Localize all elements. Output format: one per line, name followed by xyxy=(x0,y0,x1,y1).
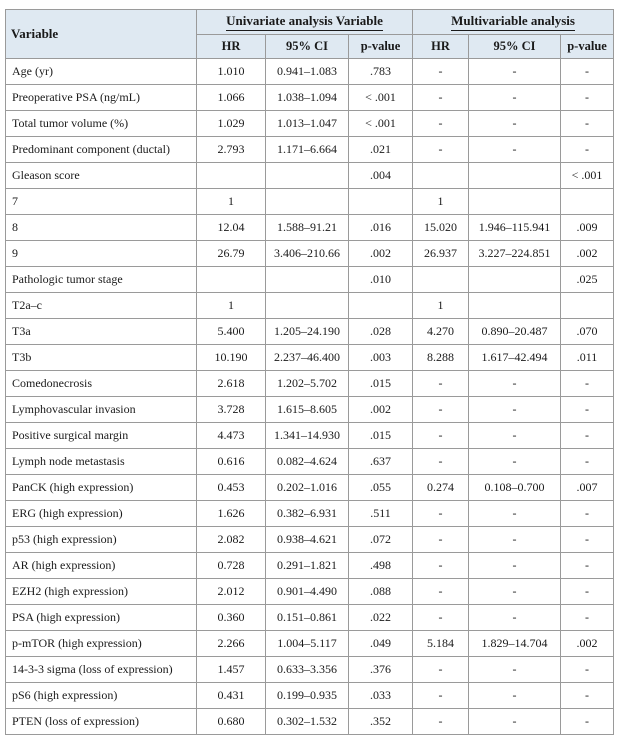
table-row xyxy=(6,553,614,579)
multivariable-ci-cell: - xyxy=(469,605,561,631)
multivariable-ci-cell: - xyxy=(469,59,561,85)
multivariable-pvalue-cell: - xyxy=(561,371,614,397)
multivariable-hr-cell: - xyxy=(413,657,469,683)
multivariable-pvalue-cell: - xyxy=(561,553,614,579)
multivariable-ci-cell: - xyxy=(469,371,561,397)
univariate-pvalue-cell: .637 xyxy=(349,449,413,475)
multivariable-group-header xyxy=(413,10,614,35)
variable-cell: Gleason score xyxy=(6,163,197,189)
table-row xyxy=(6,605,614,631)
table-row xyxy=(6,475,614,501)
univariate-ci-cell xyxy=(266,163,349,189)
multivariable-ci-cell xyxy=(469,293,561,319)
univariate-pvalue-cell xyxy=(349,189,413,215)
multivariable-ci-cell: 1.946–115.941 xyxy=(469,215,561,241)
table-row xyxy=(6,631,614,657)
multivariable-hr-cell: - xyxy=(413,527,469,553)
univariate-pvalue-cell: .049 xyxy=(349,631,413,657)
multivariable-hr-cell: - xyxy=(413,605,469,631)
variable-cell: Comedonecrosis xyxy=(6,371,197,397)
multivariable-pvalue-cell xyxy=(561,293,614,319)
multivariable-pvalue-cell: < .001 xyxy=(561,163,614,189)
univariate-pvalue-cell: < .001 xyxy=(349,111,413,137)
table-row xyxy=(6,371,614,397)
multivariable-pvalue-cell: .009 xyxy=(561,215,614,241)
univariate-hr-cell: 1 xyxy=(197,189,266,215)
multivariable-hr-cell: - xyxy=(413,553,469,579)
univariate-pvalue-cell: .055 xyxy=(349,475,413,501)
univariate-hr-header: HR xyxy=(197,35,266,59)
variable-cell: pS6 (high expression) xyxy=(6,683,197,709)
univariate-hr-cell: 10.190 xyxy=(197,345,266,371)
univariate-ci-cell xyxy=(266,267,349,293)
univariate-pvalue-cell: .003 xyxy=(349,345,413,371)
multivariable-pvalue-cell: .002 xyxy=(561,241,614,267)
univariate-hr-cell: 1.029 xyxy=(197,111,266,137)
variable-cell: Preoperative PSA (ng/mL) xyxy=(6,85,197,111)
multivariable-ci-cell: - xyxy=(469,449,561,475)
multivariable-hr-cell: - xyxy=(413,449,469,475)
univariate-hr-cell: 3.728 xyxy=(197,397,266,423)
multivariable-pvalue-cell xyxy=(561,189,614,215)
multivariable-ci-cell: - xyxy=(469,709,561,735)
variable-cell: ERG (high expression) xyxy=(6,501,197,527)
multivariable-hr-cell: - xyxy=(413,137,469,163)
univariate-ci-cell: 0.202–1.016 xyxy=(266,475,349,501)
univariate-pvalue-cell: .002 xyxy=(349,241,413,267)
multivariable-hr-cell: - xyxy=(413,397,469,423)
variable-cell: Lymph node metastasis xyxy=(6,449,197,475)
univariate-pvalue-cell: .376 xyxy=(349,657,413,683)
multivariable-hr-cell: - xyxy=(413,111,469,137)
univariate-pvalue-cell: .015 xyxy=(349,423,413,449)
table-row xyxy=(6,449,614,475)
multivariable-ci-cell: - xyxy=(469,553,561,579)
univariate-hr-cell: 0.453 xyxy=(197,475,266,501)
table-row xyxy=(6,189,614,215)
univariate-hr-cell: 12.04 xyxy=(197,215,266,241)
multivariable-pvalue-cell: - xyxy=(561,501,614,527)
univariate-ci-cell: 0.199–0.935 xyxy=(266,683,349,709)
multivariable-pvalue-cell: - xyxy=(561,527,614,553)
table-row xyxy=(6,397,614,423)
table-row xyxy=(6,85,614,111)
table-row xyxy=(6,579,614,605)
multivariable-hr-cell: 5.184 xyxy=(413,631,469,657)
variable-cell: Total tumor volume (%) xyxy=(6,111,197,137)
variable-cell: T2a–c xyxy=(6,293,197,319)
univariate-ci-cell: 1.004–5.117 xyxy=(266,631,349,657)
multivariable-ci-cell: - xyxy=(469,527,561,553)
variable-cell: 9 xyxy=(6,241,197,267)
univariate-pvalue-cell: .072 xyxy=(349,527,413,553)
multivariable-hr-cell: - xyxy=(413,423,469,449)
multivariable-pvalue-cell: - xyxy=(561,59,614,85)
univariate-pvalue-cell: .022 xyxy=(349,605,413,631)
table-row xyxy=(6,111,614,137)
results-table xyxy=(5,9,614,735)
univariate-hr-cell: 2.082 xyxy=(197,527,266,553)
univariate-pvalue-cell: .021 xyxy=(349,137,413,163)
header-group-row xyxy=(6,10,614,35)
multivariable-pvalue-cell: - xyxy=(561,657,614,683)
multivariable-hr-cell: - xyxy=(413,59,469,85)
univariate-hr-cell xyxy=(197,267,266,293)
table-row xyxy=(6,527,614,553)
multivariable-hr-cell: - xyxy=(413,85,469,111)
univariate-pvalue-cell: .511 xyxy=(349,501,413,527)
variable-cell: 14-3-3 sigma (loss of expression) xyxy=(6,657,197,683)
multivariable-hr-cell: 4.270 xyxy=(413,319,469,345)
variable-column-header: Variable xyxy=(6,10,197,59)
variable-cell: EZH2 (high expression) xyxy=(6,579,197,605)
univariate-ci-cell: 0.082–4.624 xyxy=(266,449,349,475)
univariate-pvalue-cell: .002 xyxy=(349,397,413,423)
variable-cell: AR (high expression) xyxy=(6,553,197,579)
univariate-ci-cell: 0.938–4.621 xyxy=(266,527,349,553)
multivariable-hr-cell: - xyxy=(413,371,469,397)
multivariable-ci-cell: - xyxy=(469,397,561,423)
univariate-pvalue-cell xyxy=(349,293,413,319)
univariate-hr-cell: 2.793 xyxy=(197,137,266,163)
univariate-ci-cell: 0.302–1.532 xyxy=(266,709,349,735)
multivariable-pvalue-cell: - xyxy=(561,85,614,111)
multivariable-ci-cell: - xyxy=(469,85,561,111)
multivariable-pvalue-cell: - xyxy=(561,397,614,423)
univariate-ci-cell: 1.013–1.047 xyxy=(266,111,349,137)
univariate-ci-cell xyxy=(266,293,349,319)
table-row xyxy=(6,293,614,319)
variable-cell: p53 (high expression) xyxy=(6,527,197,553)
univariate-hr-cell: 26.79 xyxy=(197,241,266,267)
univariate-hr-cell: 1.066 xyxy=(197,85,266,111)
univariate-hr-cell: 1 xyxy=(197,293,266,319)
univariate-ci-cell: 1.202–5.702 xyxy=(266,371,349,397)
multivariable-pvalue-cell: - xyxy=(561,423,614,449)
univariate-pvalue-cell: .028 xyxy=(349,319,413,345)
multivariable-ci-cell: - xyxy=(469,579,561,605)
multivariable-ci-cell xyxy=(469,163,561,189)
multivariable-pvalue-cell: .025 xyxy=(561,267,614,293)
multivariable-pvalue-cell: - xyxy=(561,605,614,631)
univariate-pvalue-cell: .010 xyxy=(349,267,413,293)
table-row xyxy=(6,267,614,293)
table-row xyxy=(6,137,614,163)
univariate-hr-cell: 2.618 xyxy=(197,371,266,397)
multivariable-pvalue-header: p-value xyxy=(561,35,614,59)
variable-cell: 7 xyxy=(6,189,197,215)
table-row xyxy=(6,423,614,449)
table-row xyxy=(6,241,614,267)
univariate-pvalue-cell: .016 xyxy=(349,215,413,241)
univariate-ci-cell: 0.633–3.356 xyxy=(266,657,349,683)
univariate-pvalue-cell: .352 xyxy=(349,709,413,735)
univariate-ci-cell: 1.205–24.190 xyxy=(266,319,349,345)
univariate-hr-cell xyxy=(197,163,266,189)
variable-cell: PSA (high expression) xyxy=(6,605,197,631)
univariate-ci-cell: 0.941–1.083 xyxy=(266,59,349,85)
variable-cell: Pathologic tumor stage xyxy=(6,267,197,293)
variable-cell: Positive surgical margin xyxy=(6,423,197,449)
multivariable-pvalue-cell: - xyxy=(561,137,614,163)
table-row xyxy=(6,657,614,683)
table-row xyxy=(6,319,614,345)
multivariable-pvalue-cell: - xyxy=(561,111,614,137)
multivariable-ci-cell: - xyxy=(469,423,561,449)
variable-cell: PTEN (loss of expression) xyxy=(6,709,197,735)
multivariable-ci-cell: 3.227–224.851 xyxy=(469,241,561,267)
multivariable-hr-cell: - xyxy=(413,683,469,709)
univariate-hr-cell: 0.616 xyxy=(197,449,266,475)
multivariable-pvalue-cell: - xyxy=(561,579,614,605)
univariate-hr-cell: 0.728 xyxy=(197,553,266,579)
univariate-ci-cell: 0.291–1.821 xyxy=(266,553,349,579)
univariate-pvalue-cell: .004 xyxy=(349,163,413,189)
multivariable-hr-cell xyxy=(413,267,469,293)
multivariable-ci-cell: 1.617–42.494 xyxy=(469,345,561,371)
table-row xyxy=(6,163,614,189)
multivariable-ci-cell: - xyxy=(469,111,561,137)
univariate-ci-cell: 0.382–6.931 xyxy=(266,501,349,527)
multivariable-ci-cell xyxy=(469,189,561,215)
multivariable-pvalue-cell: - xyxy=(561,449,614,475)
multivariable-hr-header: HR xyxy=(413,35,469,59)
univariate-pvalue-cell: .088 xyxy=(349,579,413,605)
univariate-pvalue-cell: .498 xyxy=(349,553,413,579)
univariate-hr-cell: 2.012 xyxy=(197,579,266,605)
table-row xyxy=(6,59,614,85)
multivariable-pvalue-cell: - xyxy=(561,709,614,735)
univariate-ci-header: 95% CI xyxy=(266,35,349,59)
multivariable-ci-cell: 0.890–20.487 xyxy=(469,319,561,345)
univariate-hr-cell: 0.360 xyxy=(197,605,266,631)
univariate-ci-cell: 1.615–8.605 xyxy=(266,397,349,423)
univariate-pvalue-cell: .015 xyxy=(349,371,413,397)
multivariable-pvalue-cell: .002 xyxy=(561,631,614,657)
multivariable-hr-cell: - xyxy=(413,501,469,527)
univariate-ci-cell: 1.588–91.21 xyxy=(266,215,349,241)
multivariable-ci-cell: - xyxy=(469,501,561,527)
multivariable-ci-cell xyxy=(469,267,561,293)
univariate-hr-cell: 0.431 xyxy=(197,683,266,709)
table-header xyxy=(6,10,614,59)
univariate-hr-cell: 4.473 xyxy=(197,423,266,449)
multivariable-ci-cell: 0.108–0.700 xyxy=(469,475,561,501)
univariate-hr-cell: 1.010 xyxy=(197,59,266,85)
multivariable-ci-header: 95% CI xyxy=(469,35,561,59)
multivariable-ci-cell: - xyxy=(469,657,561,683)
table-row xyxy=(6,709,614,735)
univariate-pvalue-cell: .783 xyxy=(349,59,413,85)
univariate-hr-cell: 1.457 xyxy=(197,657,266,683)
univariate-hr-cell: 0.680 xyxy=(197,709,266,735)
univariate-pvalue-cell: < .001 xyxy=(349,85,413,111)
table-row xyxy=(6,215,614,241)
univariate-hr-cell: 2.266 xyxy=(197,631,266,657)
multivariable-hr-cell: - xyxy=(413,579,469,605)
table-row xyxy=(6,345,614,371)
multivariable-hr-cell: 1 xyxy=(413,293,469,319)
variable-cell: PanCK (high expression) xyxy=(6,475,197,501)
univariate-ci-cell: 1.171–6.664 xyxy=(266,137,349,163)
univariate-pvalue-cell: .033 xyxy=(349,683,413,709)
multivariable-hr-cell: - xyxy=(413,709,469,735)
table-row xyxy=(6,501,614,527)
variable-cell: 8 xyxy=(6,215,197,241)
univariate-ci-cell: 0.901–4.490 xyxy=(266,579,349,605)
univariate-ci-cell: 0.151–0.861 xyxy=(266,605,349,631)
multivariable-group-label: Multivariable analysis xyxy=(451,13,575,31)
univariate-group-label: Univariate analysis Variable xyxy=(226,13,383,31)
multivariable-hr-cell xyxy=(413,163,469,189)
multivariable-pvalue-cell: .070 xyxy=(561,319,614,345)
univariate-ci-cell: 2.237–46.400 xyxy=(266,345,349,371)
table-row xyxy=(6,683,614,709)
multivariable-hr-cell: 8.288 xyxy=(413,345,469,371)
univariate-ci-cell: 1.038–1.094 xyxy=(266,85,349,111)
variable-cell: p-mTOR (high expression) xyxy=(6,631,197,657)
univariate-ci-cell: 3.406–210.66 xyxy=(266,241,349,267)
multivariable-pvalue-cell: .007 xyxy=(561,475,614,501)
univariate-ci-cell: 1.341–14.930 xyxy=(266,423,349,449)
univariate-pvalue-header: p-value xyxy=(349,35,413,59)
multivariable-pvalue-cell: - xyxy=(561,683,614,709)
multivariable-hr-cell: 26.937 xyxy=(413,241,469,267)
multivariable-pvalue-cell: .011 xyxy=(561,345,614,371)
variable-cell: Lymphovascular invasion xyxy=(6,397,197,423)
table-body xyxy=(6,59,614,735)
multivariable-ci-cell: - xyxy=(469,683,561,709)
multivariable-hr-cell: 0.274 xyxy=(413,475,469,501)
variable-cell: Predominant component (ductal) xyxy=(6,137,197,163)
multivariable-hr-cell: 1 xyxy=(413,189,469,215)
variable-cell: Age (yr) xyxy=(6,59,197,85)
variable-cell: T3b xyxy=(6,345,197,371)
multivariable-ci-cell: 1.829–14.704 xyxy=(469,631,561,657)
multivariable-ci-cell: - xyxy=(469,137,561,163)
variable-cell: T3a xyxy=(6,319,197,345)
univariate-ci-cell xyxy=(266,189,349,215)
multivariable-hr-cell: 15.020 xyxy=(413,215,469,241)
univariate-group-header xyxy=(197,10,413,35)
univariate-hr-cell: 1.626 xyxy=(197,501,266,527)
univariate-hr-cell: 5.400 xyxy=(197,319,266,345)
